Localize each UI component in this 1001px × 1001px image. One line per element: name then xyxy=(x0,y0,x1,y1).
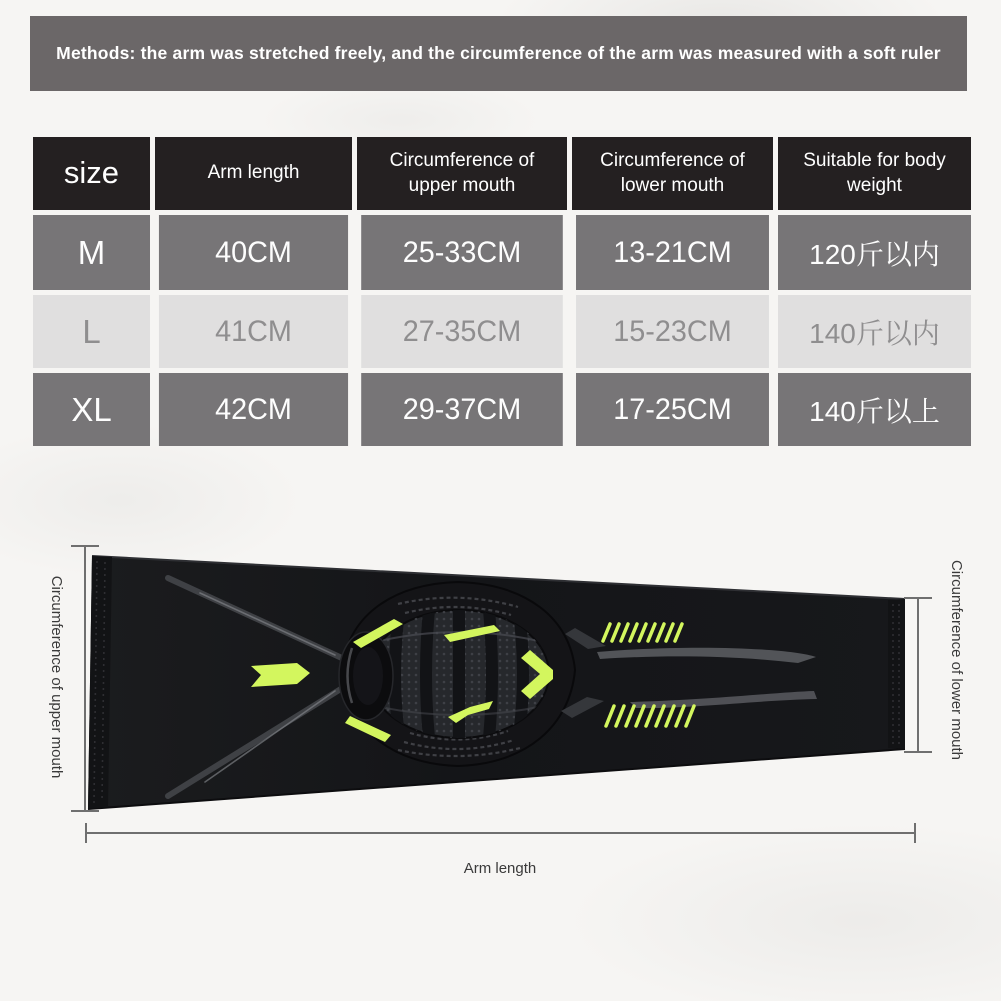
header-upper-mouth: Circumference of upper mouth xyxy=(357,137,567,210)
header-lower-mouth: Circumference of lower mouth xyxy=(572,137,773,210)
label-lower-mouth: Circumference of lower mouth xyxy=(948,559,965,761)
label-arm-length: Arm length xyxy=(463,860,537,877)
header-arm-length: Arm length xyxy=(155,137,352,210)
methods-banner xyxy=(30,16,967,91)
dim-line-arm-length xyxy=(86,823,915,843)
row-m-lower-mouth: 13-21CM xyxy=(576,215,769,290)
row-m-body-weight: 120斤以内 xyxy=(778,215,971,290)
row-m-arm-length: 40CM xyxy=(159,215,348,290)
row-xl-lower-mouth: 17-25CM xyxy=(576,373,769,446)
row-l-arm-length: 41CM xyxy=(159,295,348,368)
arm-sleeve-photo xyxy=(88,556,905,809)
row-xl-upper-mouth: 29-37CM xyxy=(361,373,563,446)
row-xl-arm-length: 42CM xyxy=(159,373,348,446)
pad-left-knob xyxy=(339,632,393,720)
row-l-size: L xyxy=(33,295,150,368)
label-upper-mouth: Circumference of upper mouth xyxy=(48,575,65,779)
row-m-size: M xyxy=(33,215,150,290)
header-size: size xyxy=(33,137,150,210)
size-table xyxy=(33,137,971,446)
row-xl-size: XL xyxy=(33,373,150,446)
row-m-upper-mouth: 25-33CM xyxy=(361,215,563,290)
row-l-lower-mouth: 15-23CM xyxy=(576,295,769,368)
left-cuff xyxy=(88,556,112,809)
row-l-upper-mouth: 27-35CM xyxy=(361,295,563,368)
row-l-body-weight: 140斤以内 xyxy=(778,295,971,368)
elbow-pad xyxy=(339,582,575,766)
header-body-weight: Suitable for body weight xyxy=(778,137,971,210)
right-cuff xyxy=(888,599,905,749)
product-measure-diagram xyxy=(0,500,1001,920)
dim-line-lower-mouth xyxy=(904,598,932,752)
row-xl-body-weight: 140斤以上 xyxy=(778,373,971,446)
methods-banner-text: Methods: the arm was stretched freely, and the circumference of the arm was measured with a soft ruler xyxy=(56,43,941,63)
